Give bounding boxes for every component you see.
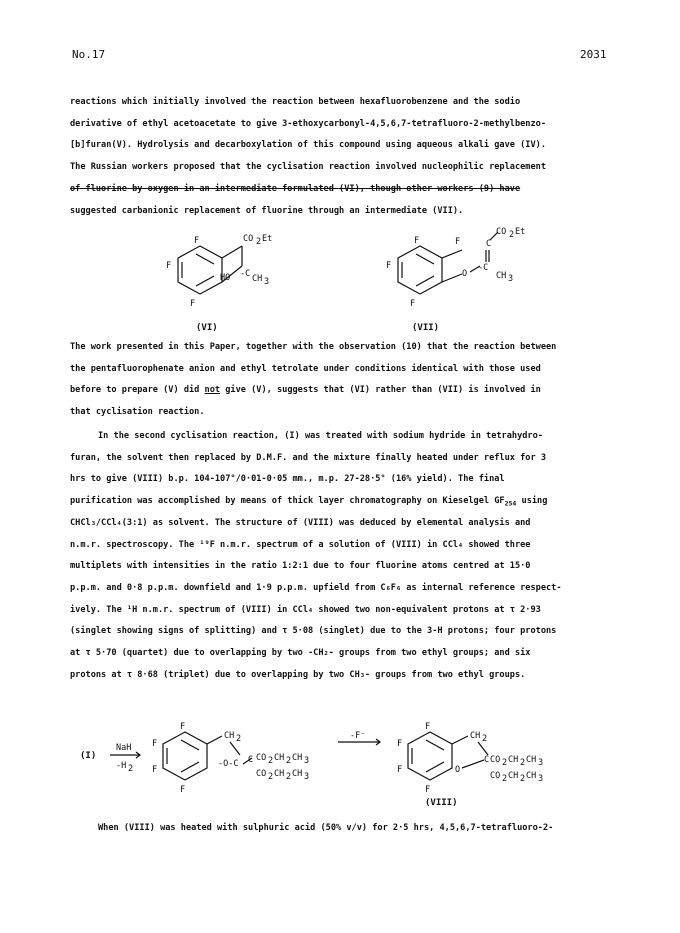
label-vii: (VII) (412, 323, 440, 333)
svg-text:CO: CO (496, 227, 507, 237)
text-line: furan, the solvent then replaced by D.M.F. and the mixture finally heated under reflux for 3 (70, 452, 546, 463)
text-line: p.p.m. and 0·8 p.p.m. downfield and 1·9 p.p.m. upfield from C₆F₆ as internal reference respect- (70, 582, 562, 593)
text-line: The work presented in this Paper, together with the observation (10) that the reaction between (70, 342, 557, 352)
svg-text:CH: CH (508, 755, 519, 765)
label-vi: (VI) (196, 323, 218, 333)
svg-text:3: 3 (264, 277, 270, 287)
text-line: When (VIII) was heated with sulphuric acid (50% v/v) for 2·5 hrs, 4,5,6,7-tetrafluoro-2- (98, 823, 554, 833)
page-number: 2031 (580, 48, 607, 61)
label-start: (I) (80, 751, 97, 761)
svg-text:CO: CO (256, 753, 267, 763)
svg-text:F: F (180, 785, 186, 795)
svg-text:F: F (397, 739, 403, 749)
paragraph-4 (70, 818, 630, 840)
journal-issue: No.17 (72, 48, 106, 61)
text-line: that cyclisation reaction. (70, 407, 205, 418)
text-line: hrs to give (VIII) b.p. 104-107°/0·01-0·05 mm., m.p. 27-28·5° (16% yield). The final (70, 474, 505, 485)
svg-text:CH: CH (274, 769, 285, 779)
svg-text:3: 3 (538, 774, 544, 784)
label-viii: (VIII) (425, 798, 458, 808)
text-line: In the second cyclisation reaction, (I) was treated with sodium hydride in tetrahydro- (98, 431, 543, 441)
svg-text:3: 3 (304, 756, 310, 766)
text-line: reactions which initially involved the reaction between hexafluorobenzene and the sodio (70, 97, 521, 107)
svg-text:F: F (180, 722, 186, 732)
svg-text:CO: CO (490, 771, 501, 781)
svg-text:F: F (152, 765, 158, 775)
svg-text:C: C (486, 239, 492, 249)
svg-text:F: F (410, 299, 416, 309)
svg-text:O: O (455, 765, 461, 775)
svg-text:CO: CO (490, 755, 501, 765)
text-line: at τ 5·70 (quartet) due to overlapping by two -CH₂- groups from two ethyl groups; and six (70, 648, 531, 659)
text-segment: using (516, 496, 548, 507)
text-segment: purification was accomplished by means of thick layer chromatography on Kieselgel GF (70, 496, 505, 507)
text-line: derivative of ethyl acetoacetate to give 3-ethoxycarbonyl-4,5,6,7-tetrafluoro-2-methylbenzo- (70, 118, 546, 129)
svg-text:CH: CH (526, 771, 537, 781)
svg-text:2: 2 (502, 758, 508, 768)
text-line: the pentafluorophenate anion and ethyl tetrolate under conditions identical with those used (70, 363, 541, 374)
svg-text:CH: CH (508, 771, 519, 781)
text-line: [b]furan(V). Hydrolysis and decarboxylation of this compound using aqueous alkali gave (IV). (70, 140, 546, 151)
svg-text:C: C (484, 755, 490, 765)
svg-text:-C: -C (478, 263, 489, 273)
text-line: suggested carbanionic replacement of fluorine through an intermediate (VII). (70, 205, 464, 216)
svg-text:CO: CO (243, 234, 254, 244)
svg-text:2: 2 (520, 758, 526, 768)
reagent-top: NaH (116, 743, 132, 753)
svg-text:-C: -C (240, 269, 251, 279)
svg-text:HO: HO (220, 273, 231, 283)
svg-text:CH: CH (252, 274, 263, 284)
svg-text:2: 2 (520, 774, 526, 784)
reagent-subscript: 2 (128, 764, 134, 774)
svg-text:Et: Et (515, 227, 526, 237)
svg-text:CH: CH (526, 755, 537, 765)
svg-text:2: 2 (268, 756, 274, 766)
svg-text:3: 3 (508, 274, 514, 284)
svg-text:CH: CH (274, 753, 285, 763)
svg-text:F: F (455, 237, 461, 247)
svg-text:F: F (152, 739, 158, 749)
text-line: The Russian workers proposed that the cyclisation reaction involved nucleophilic replacement (70, 162, 546, 173)
text-line: before to prepare (V) did not give (V), suggests that (VI) rather than (VII) is involved in (70, 385, 541, 396)
svg-text:CH: CH (496, 271, 507, 281)
svg-text:CO: CO (256, 769, 267, 779)
text-line: (singlet showing signs of splitting) and τ 5·08 (singlet) due to the 3-H protons; four protons (70, 626, 557, 637)
reagent-bottom: -H (116, 761, 127, 771)
svg-text:2: 2 (286, 756, 292, 766)
svg-text:2: 2 (509, 230, 515, 240)
svg-text:CH: CH (224, 731, 235, 741)
svg-text:3: 3 (304, 772, 310, 782)
text-line: of fluorine by oxygen in an intermediate formulated (VI), though other workers (9) have (70, 183, 521, 194)
text-line: protons at τ 8·68 (triplet) due to overlapping by two CH₃- groups from two ethyl groups. (70, 669, 526, 680)
svg-text:2: 2 (236, 734, 242, 744)
svg-text:3: 3 (538, 758, 544, 768)
svg-text:F: F (386, 261, 392, 271)
svg-text:CH: CH (292, 769, 303, 779)
text-line: multiplets with intensities in the ratio 1:2:1 due to four fluorine atoms centred at 15·0 (70, 561, 531, 572)
svg-text:2: 2 (502, 774, 508, 784)
svg-text:2: 2 (482, 734, 488, 744)
svg-text:2: 2 (268, 772, 274, 782)
svg-text:O: O (462, 269, 468, 279)
arrow-label: -F⁻ (350, 731, 366, 741)
svg-text:F: F (194, 236, 200, 246)
text-line: ively. The ¹H n.m.r. spectrum of (VIII) in CCl₄ showed two non-equivalent protons at τ 2·93 (70, 604, 541, 615)
svg-text:F: F (425, 785, 431, 795)
svg-text:F: F (190, 299, 196, 309)
svg-text:Et: Et (262, 234, 273, 244)
svg-text:2: 2 (286, 772, 292, 782)
svg-text:F: F (166, 261, 172, 271)
svg-text:C: C (248, 755, 254, 765)
svg-text:F: F (397, 765, 403, 775)
text-line: CHCl₃/CCl₄(3:1) as solvent. The structure of (VIII) was deduced by elemental analysis and (70, 517, 531, 528)
svg-text:CH: CH (470, 731, 481, 741)
subscript: 254 (504, 499, 517, 508)
svg-text:CH: CH (292, 753, 303, 763)
emphasis-not: not (204, 385, 221, 396)
svg-text:-O-C: -O-C (218, 759, 239, 769)
svg-text:F: F (414, 236, 420, 246)
text-line: n.m.r. spectroscopy. The ¹⁹F n.m.r. spectrum of a solution of (VIII) in CCl₄ showed three (70, 539, 531, 550)
svg-text:F: F (425, 722, 431, 732)
svg-text:2: 2 (256, 237, 262, 247)
